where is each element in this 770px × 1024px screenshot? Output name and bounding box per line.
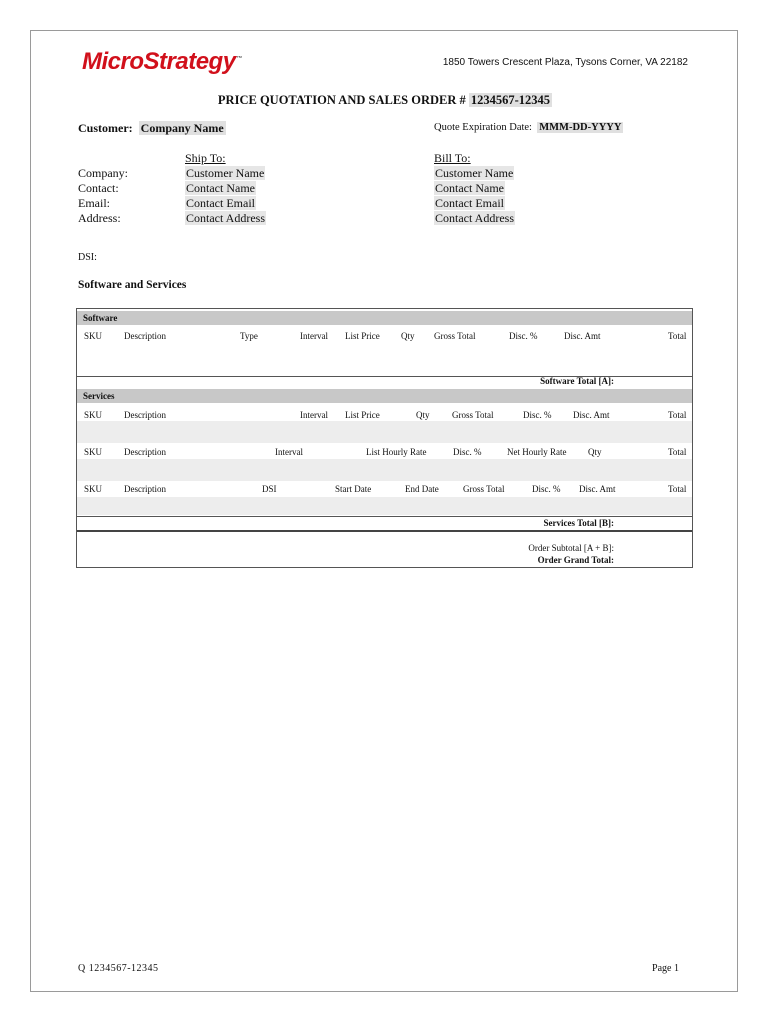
sv3-col-description: Description — [124, 484, 166, 494]
contact-label: Contact: — [78, 181, 119, 195]
sw-col-disc-amt: Disc. Amt — [564, 331, 601, 341]
sv1-col-qty: Qty — [416, 410, 430, 420]
sv2-col-interval: Interval — [275, 447, 303, 457]
sw-col-type: Type — [240, 331, 258, 341]
software-total-label: Software Total [A]: — [540, 376, 614, 386]
sv3-col-dsi: DSI — [262, 484, 277, 494]
sv2-col-qty: Qty — [588, 447, 602, 457]
address-label: Address: — [78, 211, 121, 225]
sw-col-total: Total — [668, 331, 687, 341]
sv1-col-list-price: List Price — [345, 410, 380, 420]
software-band: Software — [77, 311, 692, 325]
sw-col-sku: SKU — [84, 331, 103, 341]
bill-contact-email: Contact Email — [435, 196, 504, 210]
dsi-label: DSI: — [78, 252, 97, 263]
order-number: 1234567-12345 — [470, 93, 551, 107]
sv1-col-disc-amt: Disc. Amt — [573, 410, 610, 420]
ship-contact-name: Contact Name — [186, 181, 255, 195]
company-logo: MicroStrategy™ — [82, 48, 243, 75]
sw-col-interval: Interval — [300, 331, 328, 341]
bill-customer-name: Customer Name — [435, 166, 514, 180]
sv1-col-sku: SKU — [84, 410, 103, 420]
sw-col-qty: Qty — [401, 331, 415, 341]
sv2-col-total: Total — [668, 447, 687, 457]
services-spacer-2 — [77, 459, 692, 481]
sv3-col-sku: SKU — [84, 484, 103, 494]
bill-contact-address: Contact Address — [435, 211, 514, 225]
company-address: 1850 Towers Crescent Plaza, Tysons Corner, VA 22182 — [442, 57, 688, 68]
sw-col-gross-total: Gross Total — [434, 331, 476, 341]
ship-to-block — [185, 151, 266, 226]
services-header-row-3 — [77, 484, 692, 496]
bill-to-heading: Bill To: — [434, 151, 471, 165]
ship-customer-name: Customer Name — [186, 166, 265, 180]
totals-divider — [77, 530, 692, 532]
services-header-row-2 — [77, 447, 692, 459]
sv3-col-start-date: Start Date — [335, 484, 372, 494]
sv1-col-interval: Interval — [300, 410, 328, 420]
sv1-col-description: Description — [124, 410, 166, 420]
services-band: Services — [77, 389, 692, 403]
line-items-table — [76, 308, 693, 568]
sv2-col-sku: SKU — [84, 447, 103, 457]
sv3-col-disc-pct: Disc. % — [532, 484, 561, 494]
services-spacer-3 — [77, 497, 692, 515]
footer-page-number: Page 1 — [652, 963, 679, 974]
sw-col-description: Description — [124, 331, 166, 341]
services-divider — [77, 516, 692, 517]
order-subtotal-label: Order Subtotal [A + B]: — [528, 543, 614, 553]
ship-contact-address: Contact Address — [186, 211, 265, 225]
section-title: Software and Services — [78, 279, 187, 291]
sv3-col-gross-total: Gross Total — [463, 484, 505, 494]
footer-quote-id: Q 1234567-12345 — [78, 963, 159, 974]
email-label: Email: — [78, 196, 110, 210]
sw-col-list-price: List Price — [345, 331, 380, 341]
sv3-col-total: Total — [668, 484, 687, 494]
document-title: PRICE QUOTATION AND SALES ORDER # 1234567-12345 — [217, 93, 551, 107]
sv2-col-disc-pct: Disc. % — [453, 447, 482, 457]
sv3-col-end-date: End Date — [405, 484, 439, 494]
services-spacer-1 — [77, 421, 692, 443]
expiration-date: MMM-DD-YYYY — [539, 122, 622, 133]
sv1-col-disc-pct: Disc. % — [523, 410, 552, 420]
customer-name: Company Name — [140, 121, 224, 135]
quote-expiration: Quote Expiration Date: MMM-DD-YYYY — [434, 122, 622, 133]
sw-col-disc-pct: Disc. % — [509, 331, 538, 341]
software-header-row — [77, 331, 692, 343]
bill-to-block — [434, 151, 515, 226]
customer-line: Customer: Company Name — [78, 121, 224, 135]
sv2-col-description: Description — [124, 447, 166, 457]
company-label: Company: — [78, 166, 128, 180]
ship-to-heading: Ship To: — [185, 151, 226, 165]
sv2-col-net-hourly-rate: Net Hourly Rate — [507, 447, 567, 457]
order-grand-total-label: Order Grand Total: — [537, 555, 614, 565]
sv2-col-list-hourly-rate: List Hourly Rate — [366, 447, 427, 457]
contact-labels — [78, 166, 128, 226]
bill-contact-name: Contact Name — [435, 181, 504, 195]
sv1-col-gross-total: Gross Total — [452, 410, 494, 420]
sv1-col-total: Total — [668, 410, 687, 420]
ship-contact-email: Contact Email — [186, 196, 255, 210]
services-total-label: Services Total [B]: — [543, 518, 614, 528]
sv3-col-disc-amt: Disc. Amt — [579, 484, 616, 494]
